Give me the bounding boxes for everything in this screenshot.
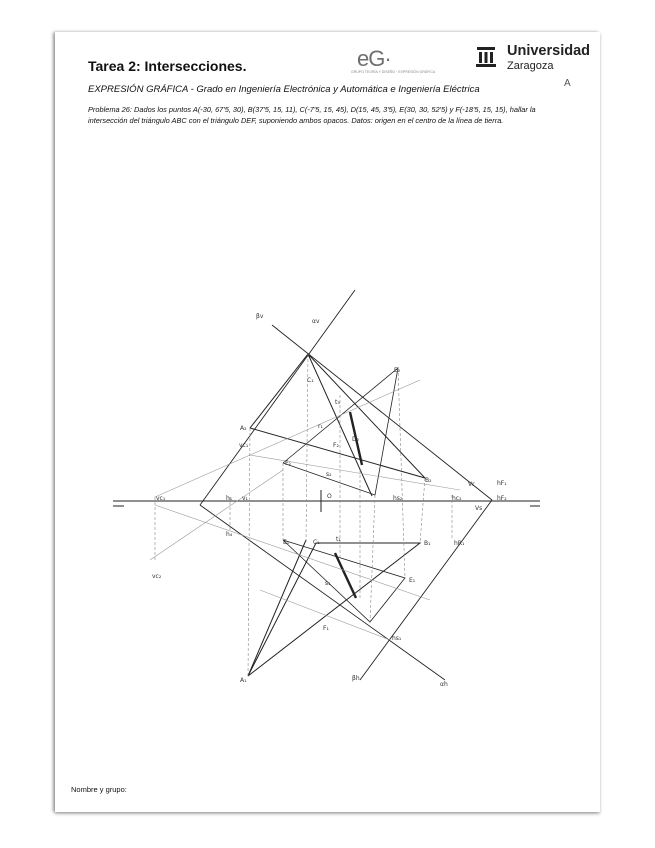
- label-b2: B₂: [425, 477, 432, 484]
- aux-line-1: [155, 380, 420, 497]
- label-h4: h₄: [226, 531, 233, 538]
- alpha-vertical-trace: [200, 290, 355, 505]
- label-hc2: hc₂: [452, 495, 462, 502]
- label-v1: v₁: [242, 495, 248, 502]
- sheet-mark: A: [564, 78, 571, 89]
- label-hr1: hR₁: [454, 540, 465, 547]
- label-f2: F₂: [333, 442, 339, 449]
- ref-line-e: [398, 368, 405, 578]
- triangle-def-horizontal: [283, 540, 405, 622]
- label-h1: h₁: [226, 495, 233, 502]
- label-hf1: hF₁: [497, 480, 507, 487]
- problem-statement: Problema 26: Dados los puntos A(-30, 67'5, 30), B(37'5, 15, 11), C(-7'5, 15, 45), D(15, 45, 3'5), E(30, 30, 52'5) y F(-18'5, 15, 15), hallar la intersección del triángulo ABC con el triángulo DEF, suponiendo ambos opacos. Datos: origen en el centro de la línea de tierra.: [88, 105, 536, 125]
- label-d2: D₂: [352, 436, 360, 443]
- aux-line-3: [150, 470, 283, 560]
- page-title: Tarea 2: Intersecciones.: [88, 58, 247, 74]
- label-hs1: hs₁: [392, 635, 402, 642]
- label-s2: s₂: [326, 471, 332, 478]
- label-c-small: C₁: [313, 539, 320, 546]
- label-t3: t₃: [335, 399, 340, 406]
- label-vs: Vs: [475, 505, 483, 512]
- ref-line-d: [370, 495, 375, 622]
- label-beta-v: βv: [256, 313, 264, 320]
- label-e2: E₂: [394, 367, 401, 374]
- label-e1b: E₁: [409, 577, 416, 584]
- label-vc2: vc₂: [152, 573, 162, 580]
- label-e1: E₁: [283, 539, 290, 546]
- aux-line-4: [250, 455, 460, 490]
- label-hf2: hF₂: [497, 495, 507, 502]
- label-r1: r₁: [318, 423, 323, 430]
- label-c1: C₁: [307, 377, 314, 384]
- aux-line-2: [155, 505, 430, 600]
- triangle-abc-horizontal: [248, 543, 420, 676]
- ref-line-b: [420, 478, 425, 543]
- beta-horizontal-trace: [360, 500, 492, 680]
- eg-tagline: GRUPO TEORÍA Y DISEÑO · EXPRESIÓN GRÁFICA: [351, 70, 436, 74]
- label-a1: A₁: [240, 677, 247, 684]
- label-alpha-h: αh: [440, 681, 448, 688]
- beta-vertical-trace: [272, 325, 492, 500]
- university-city: Zaragoza: [507, 60, 554, 72]
- label-f-small: F₂: [285, 460, 291, 467]
- label-origin: O: [327, 493, 332, 500]
- label-hs2: hs₂: [393, 495, 403, 502]
- label-vr: Vr: [468, 481, 475, 488]
- label-a2: A₂: [240, 425, 247, 432]
- label-s1: s₁: [325, 580, 331, 587]
- label-b1: B₁: [424, 540, 431, 547]
- label-vc-left: vc₁: [156, 495, 166, 502]
- label-f1: F₁: [323, 625, 329, 632]
- ref-line-a: [248, 428, 250, 676]
- course-subtitle: EXPRESIÓN GRÁFICA - Grado en Ingeniería Electrónica y Automática e Ingeniería Eléctrica: [88, 84, 480, 95]
- name-group-label: Nombre y grupo:: [71, 785, 127, 794]
- eg-logo: eG·: [357, 46, 391, 71]
- university-name: Universidad: [507, 43, 590, 59]
- label-vc1: vc₁: [239, 442, 249, 449]
- label-t1: t₁: [336, 536, 341, 543]
- label-beta-h: βh: [352, 675, 360, 682]
- label-alpha-v: αv: [312, 318, 320, 325]
